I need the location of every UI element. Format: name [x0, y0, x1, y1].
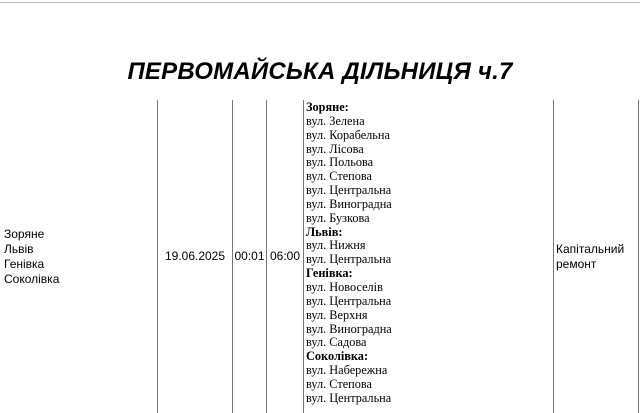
street-name: вул. Набережна	[306, 363, 388, 378]
street-name: вул. Лісова	[306, 141, 364, 156]
top-border-line	[0, 2, 640, 3]
street-name: вул. Новоселів	[306, 279, 383, 294]
street-name: вул. Бузкова	[306, 210, 370, 225]
street-name: вул. Верхня	[306, 307, 368, 322]
settlement-name: Соколівка	[4, 271, 60, 286]
date-cell: 19.06.2025	[164, 249, 226, 263]
settlement-name: Зоряне	[4, 226, 45, 241]
street-name: вул. Центральна	[306, 293, 392, 308]
column-divider	[553, 100, 554, 413]
street-name: вул. Виноградна	[306, 196, 392, 211]
settlement-name: Львів	[4, 241, 34, 256]
street-name: вул. Зелена	[306, 113, 365, 128]
street-name: вул. Центральна	[306, 183, 392, 198]
street-name: вул. Садова	[306, 335, 367, 350]
street-group-label: Генівка:	[306, 266, 353, 281]
settlement-name: Генівка	[4, 256, 45, 271]
street-name: вул. Центральна	[306, 390, 392, 405]
column-divider	[303, 100, 304, 413]
street-name: вул. Степова	[306, 376, 372, 391]
street-name: вул. Нижня	[306, 238, 366, 253]
streets-cell	[306, 101, 552, 406]
street-name: вул. Виноградна	[306, 321, 392, 336]
street-name: вул. Степова	[306, 169, 372, 184]
reason-cell: Капітальний ремонт	[556, 241, 625, 271]
street-name: вул. Центральна	[306, 252, 392, 267]
column-divider	[638, 100, 639, 413]
settlements-cell	[4, 100, 154, 413]
page-title: ПЕРВОМАЙСЬКА ДІЛЬНИЦЯ ч.7	[127, 58, 513, 85]
street-name: вул. Польова	[306, 155, 374, 170]
time-from-cell: 00:01	[234, 249, 265, 263]
street-name: вул. Корабельна	[306, 127, 390, 142]
street-group-label: Соколівка:	[306, 349, 369, 364]
street-group-label: Зоряне:	[306, 100, 349, 114]
street-group-label: Львів:	[306, 224, 343, 239]
time-to-cell: 06:00	[269, 249, 301, 263]
